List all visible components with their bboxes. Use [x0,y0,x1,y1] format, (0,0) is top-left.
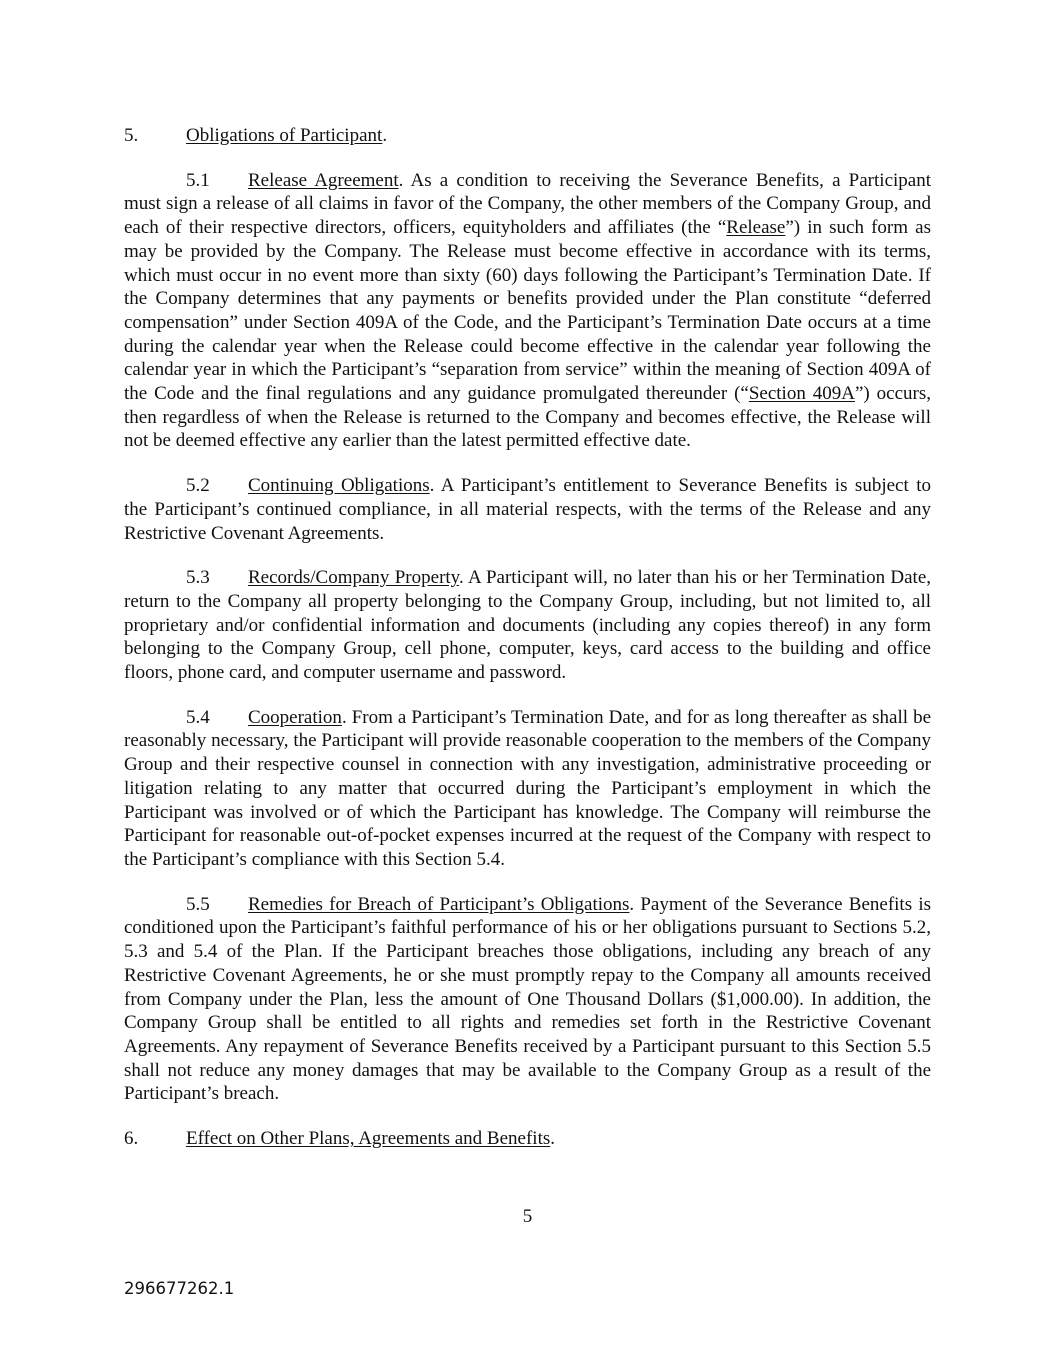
subsection-text: . Payment of the Severance Benefits is conditioned upon the Participant’s faithful performance of his or her obligations pursuant to Sections 5.2, 5.3 and 5.4 of the Plan. If the Participant breaches those obligations, including any breach of any Restrictive Covenant Agreements, he or she must promptly repay to the Company all amounts received from Company under the Plan, less the amount of One Thousand Dollars ($1,000.00). In addition, the Company Group shall be entitled to all rights and remedies set forth in the Restrictive Covenant Agreements. Any repayment of Severance Benefits received by a Participant pursuant to this Section 5.5 shall not reduce any money damages that may be available to the Company Group as a result of the Participant’s breach. [124,893,931,1105]
section-5-heading [124,124,931,148]
subsection-number: 5.4 [186,706,210,728]
defined-term-release: Release [726,217,786,239]
section-title: Effect on Other Plans, Agreements and Benefits [186,1128,551,1150]
section-title: Obligations of Participant [186,125,383,146]
section-number: 5. [124,125,139,146]
subsection-number: 5.1 [186,169,210,191]
subsection-5-2 [124,474,931,545]
page-number: 5 [522,1206,533,1227]
subsection-text: . As a condition to receiving the Severance Benefits, a Participant must sign a release of all claims in favor of the Company, the other members of the Company Group, and each of their respective directors, officers, equityholders and affiliates (the “ [124,169,931,239]
subsection-text: . A Participant will, no later than his or her Termination Date, return to the Company all property belonging to the Company Group, including, but not limited to, all proprietary and/or confidential information and documents (including any copies thereof) in any form belonging to the Company Group, cell phone, computer, keys, card access to the building and office floors, phone card, and computer username and password. [124,567,932,684]
subsection-title: Remedies for Breach of Participant’s Obligations [248,893,630,915]
subsection-text: ”) in such form as may be provided by the Company. The Release must become effective in accordance with its terms, which must occur in no event more than sixty (60) days following the Participant’s Termination Date. If the Company determines that any payments or benefits provided under the Plan constitute “deferred compensation” under Section 409A of the Code, and the Participant’s Termination Date occurs at a time during the calendar year when the Release could become effective in the calendar year following the calendar year in which the Participant’s “separation from service” within the meaning of Section 409A of the Code and the final regulations and any guidance promulgated thereunder (“ [124,217,931,405]
subsection-number: 5.5 [186,893,210,915]
subsection-5-1 [124,169,931,453]
subsection-number: 5.2 [186,475,210,497]
subsection-number: 5.3 [186,567,210,589]
subsection-title: Continuing Obligations [248,475,430,497]
subsection-title: Records/Company Property [248,567,459,589]
document-id: 296677262.1 [124,1279,235,1298]
defined-term-section-409a: Section 409A [748,383,855,405]
section-number: 6. [124,1128,139,1150]
section-6-heading [124,1127,931,1151]
section-title-punct: . [382,125,388,146]
subsection-text: . A Participant’s entitlement to Severance Benefits is subject to the Participant’s continued compliance, in all material respects, with the terms of the Release and any Restrictive Covenant Agreements. [124,475,931,544]
section-title-wrap [186,124,387,148]
subsection-title: Release Agreement [248,169,399,191]
section-title-wrap [186,1127,555,1151]
subsection-5-5 [124,893,931,1106]
subsection-5-3 [124,566,931,685]
document-body [124,124,931,1151]
subsection-5-4 [124,706,931,872]
subsection-text: ”) occurs, then regardless of when the Release is returned to the Company and becomes effective, the Release will not be deemed effective any earlier than the latest permitted effective date. [124,383,931,452]
section-title-punct: . [550,1128,555,1150]
subsection-title: Cooperation [248,706,342,728]
subsection-text: . From a Participant’s Termination Date, and for as long thereafter as shall be reasonably necessary, the Participant will provide reasonable cooperation to the members of the Company Group and their respective counsel in connection with any investigation, administrative proceeding or litigation relating to any matter that occurred during the Participant’s employment in which the Participant was involved or of which the Participant has knowledge. The Company will reimburse the Participant for reasonable out-of-pocket expenses incurred at the request of the Company with respect to the Participant’s compliance with this Section 5.4. [124,706,931,870]
